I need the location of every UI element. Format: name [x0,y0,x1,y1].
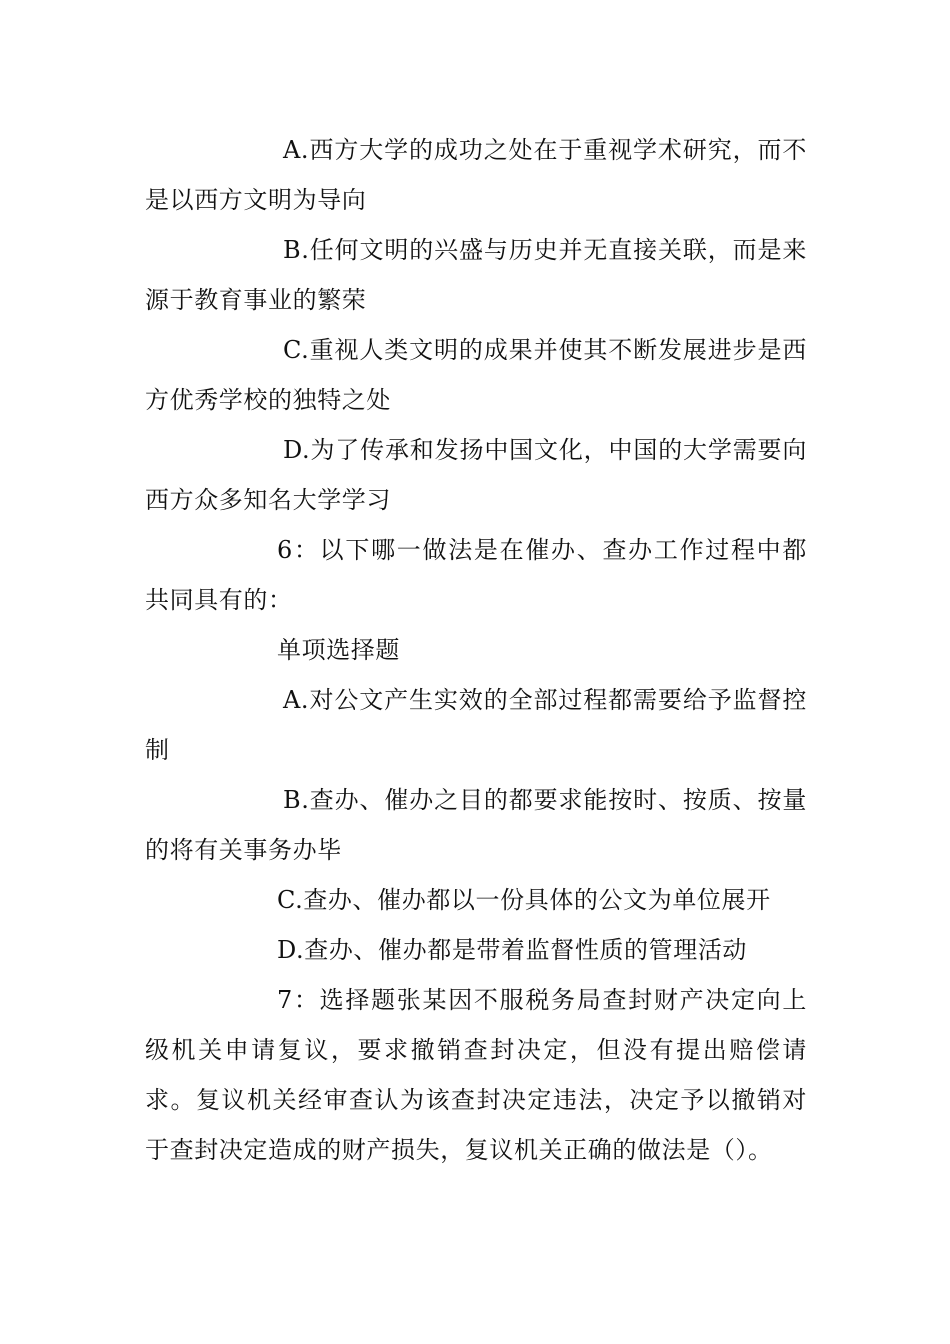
q6-type-label: 单项选择题 [277,636,400,664]
q5-option-a: A.西方大学的成功之处在于重视学术研究，而不是以西方文明为导向 [145,136,807,214]
q6-option-d: D.查办、催办都是带着监督性质的管理活动 [277,936,748,964]
q6-question: 6：以下哪一做法是在催办、查办工作过程中都共同具有的： [145,536,807,614]
q5-option-d: D.为了传承和发扬中国文化，中国的大学需要向西方众多知名大学学习 [145,436,807,514]
q7-question: 7：选择题张某因不服税务局查封财产决定向上级机关申请复议，要求撤销查封决定，但没有提出赔偿请求。复议机关经审查认为该查封决定违法，决定予以撤销对于查封决定造成的财产损失，复议机关正确的做法是（）。 [145,986,807,1164]
q6-option-b: B.查办、催办之目的都要求能按时、按质、按量的将有关事务办毕 [145,786,807,864]
q5-option-b: B.任何文明的兴盛与历史并无直接关联，而是来源于教育事业的繁荣 [145,236,807,314]
q6-option-a: A.对公文产生实效的全部过程都需要给予监督控制 [145,686,807,764]
q5-option-c: C.重视人类文明的成果并使其不断发展进步是西方优秀学校的独特之处 [145,336,807,414]
document-body [145,125,807,1175]
q6-option-c: C.查办、催办都以一份具体的公文为单位展开 [277,886,771,914]
